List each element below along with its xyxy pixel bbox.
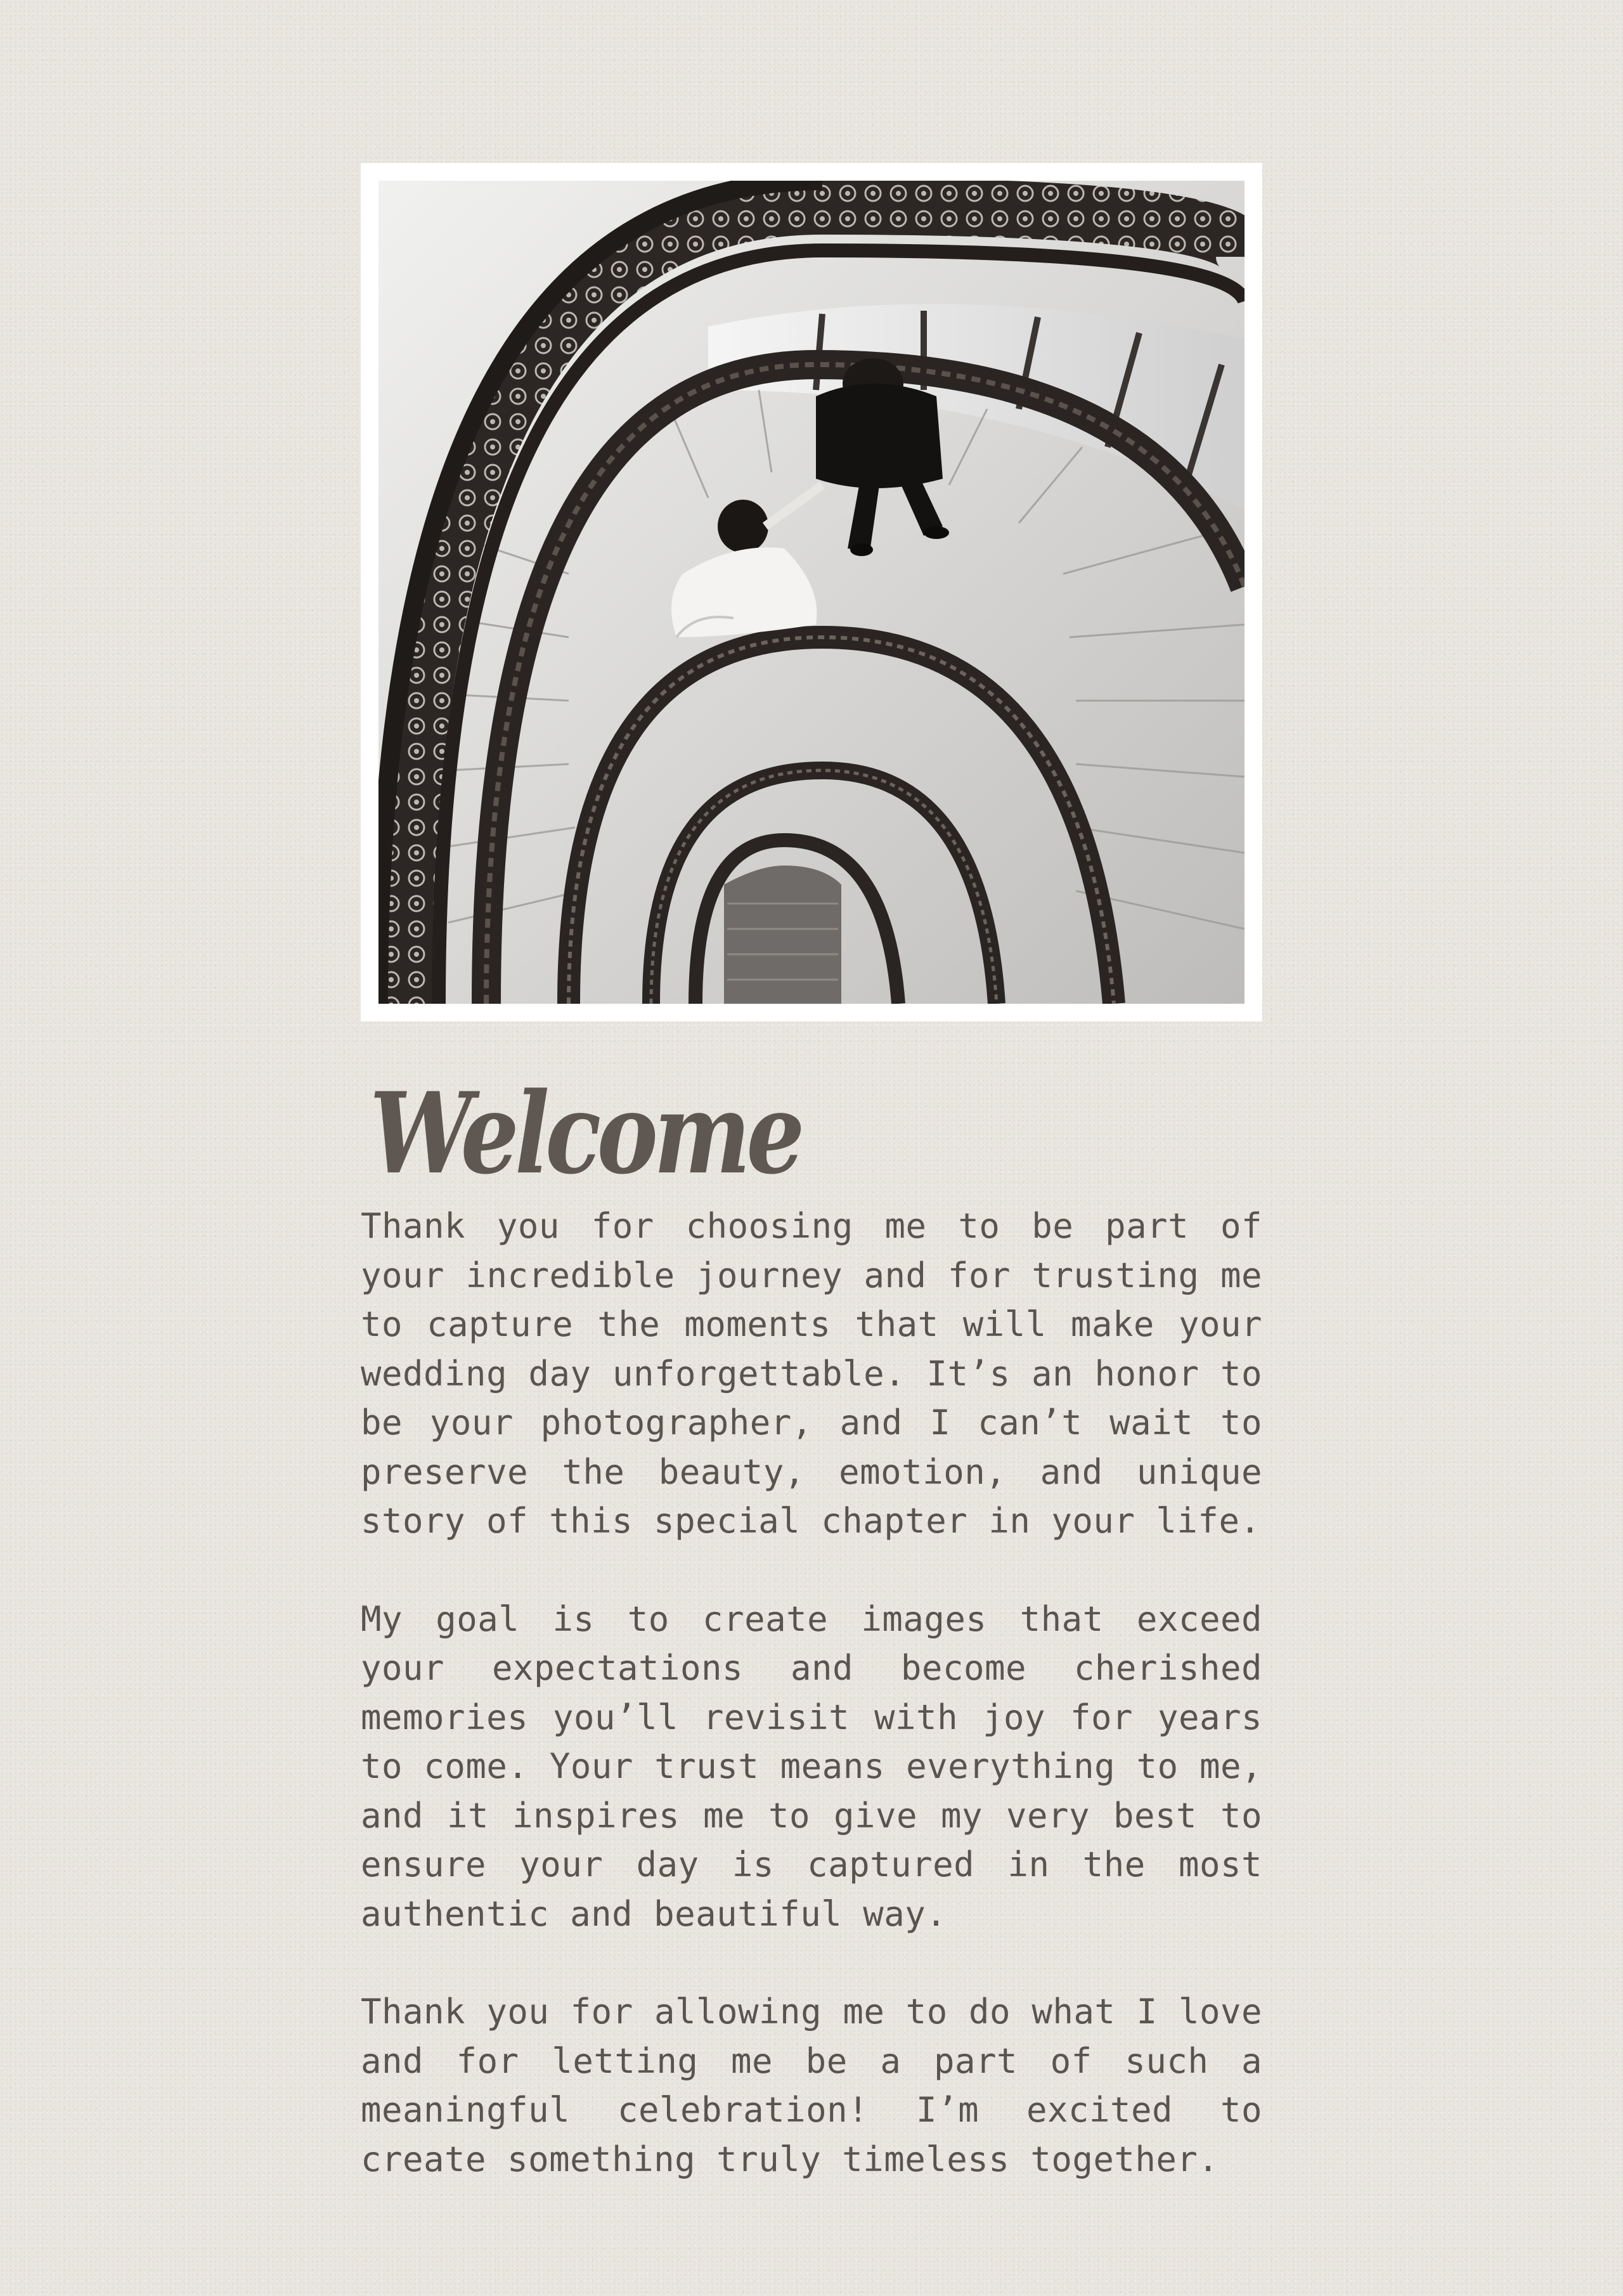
- page-title: Welcome: [370, 1068, 801, 1199]
- spiral-staircase-photo: [378, 181, 1245, 1004]
- paragraph-2: My goal is to create images that exceed your expectations and become cherished memories you’ll revisit with joy for years to come. Your trust means everything to me, and it inspires me to give my very best to ensure your day is captured in the most authentic and beautiful way.: [361, 1599, 1262, 1934]
- paragraph-3: Thank you for allowing me to do what I love and for letting me be a part of such a meaningful celebration! I’m excited to create something truly timeless together.: [361, 1992, 1262, 2179]
- photo-frame: [361, 163, 1262, 1022]
- paragraph-1: Thank you for choosing me to be part of your incredible journey and for trusting me to capture the moments that will make your wedding day unforgettable. It’s an honor to be your photographer, and I can’t wait to preserve the beauty, emotion, and unique story of this special chapter in your life.: [361, 1206, 1262, 1541]
- welcome-body: [361, 1202, 1262, 2233]
